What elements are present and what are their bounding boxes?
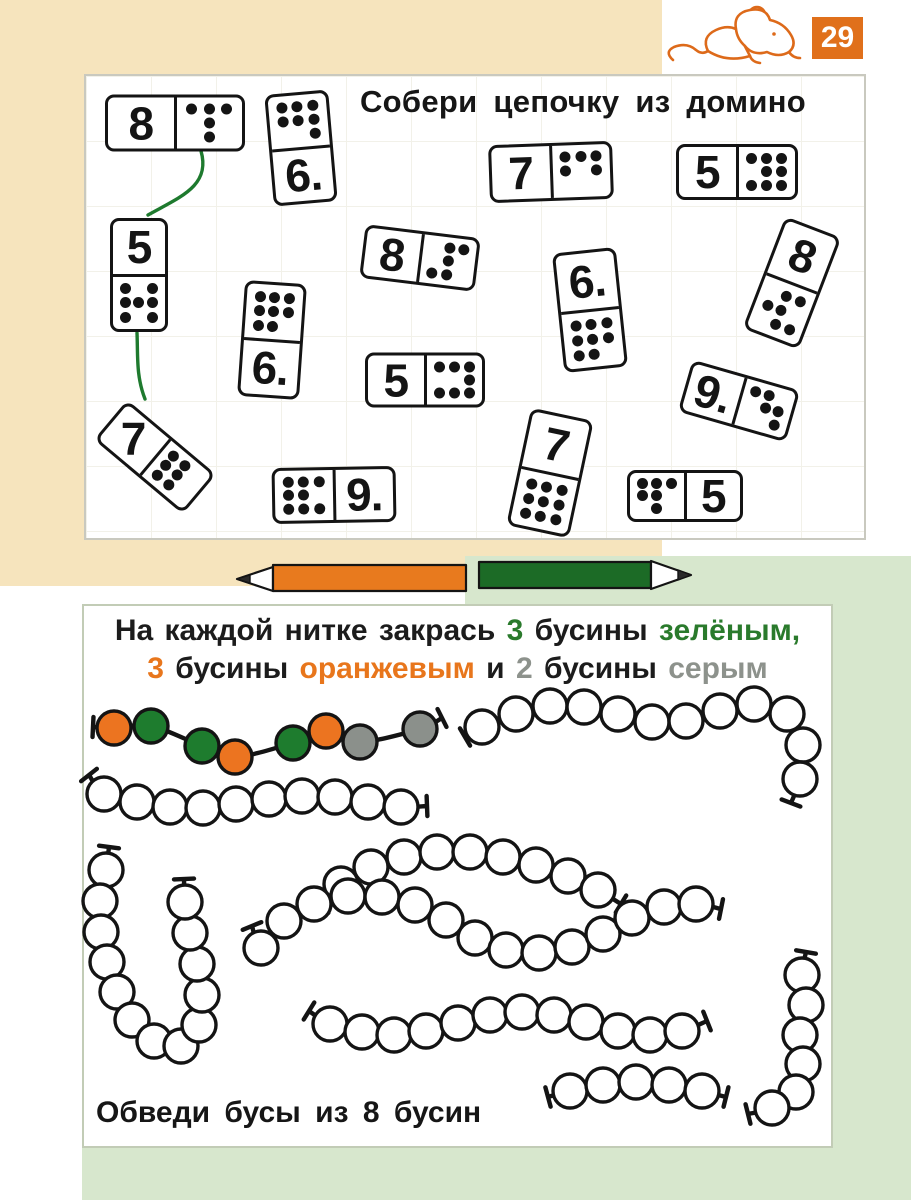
heading-fragment: оранжевым — [299, 652, 475, 685]
heading-fragment: На каждой нитке закрась — [114, 614, 507, 647]
heading-fragment: бусины — [163, 652, 300, 685]
domino-number: 5 — [383, 354, 409, 406]
heading-fragment: серым — [668, 652, 768, 685]
mouse-icon — [669, 7, 800, 63]
domino-number: 8 — [376, 227, 408, 282]
domino-number: 8 — [128, 97, 154, 149]
heading-fragment: бусины — [523, 614, 659, 647]
domino-exercise-panel — [84, 74, 866, 540]
domino-number: 7 — [538, 416, 574, 473]
heading-fragment: бусины — [532, 652, 669, 685]
page-number-badge: 29 — [812, 17, 863, 59]
domino-number: 5 — [700, 470, 726, 522]
heading-fragment: 3 — [147, 652, 164, 685]
domino-number: 6. — [250, 340, 290, 396]
domino-number: 5 — [694, 146, 720, 198]
domino-number: 5 — [126, 221, 152, 274]
domino-number: 6. — [282, 147, 324, 203]
heading-fragment: зелёным, — [658, 614, 801, 647]
domino-number: 8 — [781, 227, 824, 285]
domino-number: 7 — [121, 412, 146, 465]
heading-fragment: и — [474, 652, 516, 685]
domino-number: 6. — [566, 253, 608, 309]
green-background-strip — [82, 1148, 911, 1200]
heading-fragment: 3 — [506, 614, 524, 647]
heading-fragment: 2 — [515, 652, 533, 685]
domino-task-title: Собери цепочку из домино — [360, 84, 807, 119]
domino-number: 9. — [345, 468, 383, 521]
bead-heading-line-2 — [82, 650, 833, 688]
bead-heading-line-1 — [82, 612, 833, 650]
domino-number: 7 — [507, 146, 534, 200]
bead-count-task: Обведи бусы из 8 бусин — [96, 1096, 482, 1129]
cream-background-strip — [0, 558, 465, 586]
bead-task-heading — [82, 612, 833, 688]
domino-number: 9. — [688, 363, 738, 424]
